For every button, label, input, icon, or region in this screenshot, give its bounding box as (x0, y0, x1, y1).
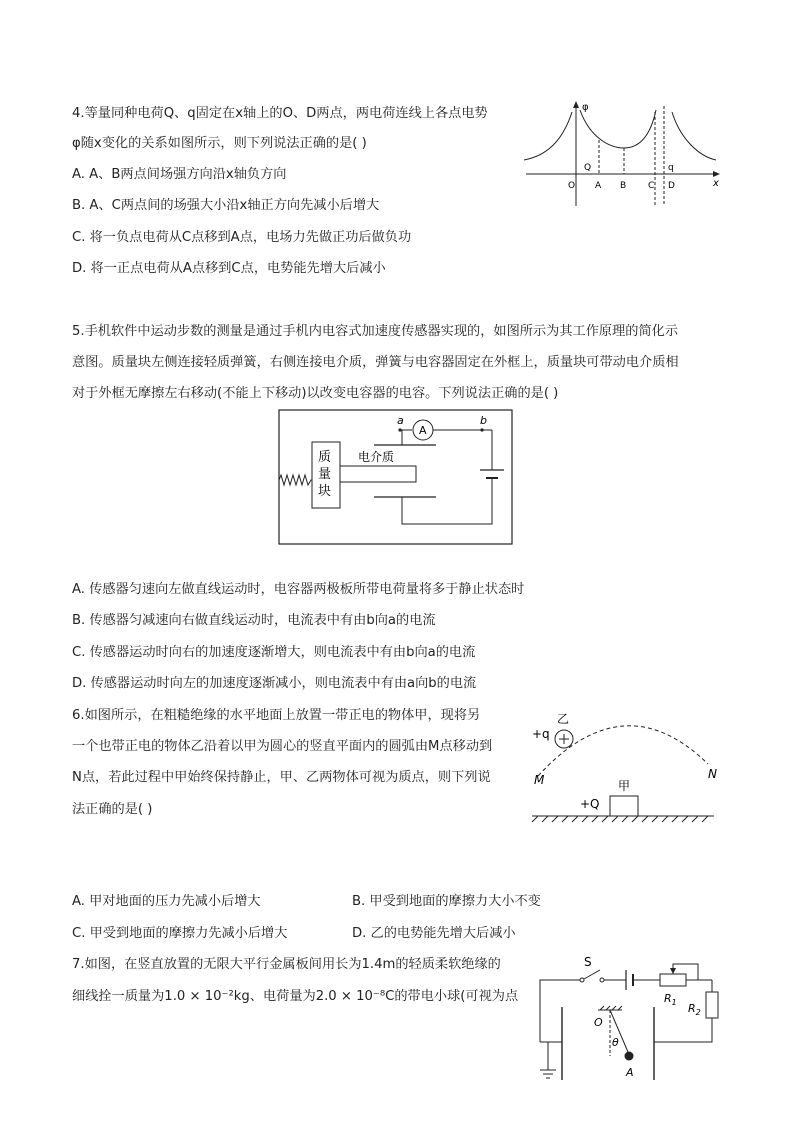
q5-label-a: a (397, 414, 404, 427)
q6-stem-line-4: 法正确的是( ) (72, 802, 153, 817)
q4-stem-line-2: φ随x变化的关系如图所示，则下列说法正确的是( ) (72, 136, 367, 151)
q4-option-d: D. 将一正点电荷从A点移到C点，电势能先增大后减小 (72, 261, 386, 276)
q7-label-A: A (626, 1066, 634, 1079)
q6-label-N: N (708, 767, 717, 781)
q5-option-d: D. 传感器运动时向左的加速度逐渐减小，则电流表中有由a向b的电流 (72, 676, 477, 691)
q7-label-theta: θ (612, 1036, 619, 1049)
q4-tick-A: A (595, 181, 602, 191)
q5-option-a: A. 传感器匀速向左做直线运动时，电容器两极板所带电荷量将多于静止状态时 (72, 582, 525, 597)
q6-option-d: D. 乙的电势能先增大后减小 (352, 926, 516, 941)
q7-label-O: O (594, 1016, 603, 1029)
q7-label-S: S (584, 955, 592, 969)
q4-stem-line-1: 4.等量同种电荷Q、q固定在x轴上的O、D两点，两电荷连线上各点电势 (72, 106, 488, 121)
q4-tick-D: D (668, 181, 675, 191)
q7-resistor-R2 (706, 992, 718, 1018)
q4-tick-B: B (620, 181, 627, 191)
q6-stem-line-2: 一个也带正电的物体乙沿着以甲为圆心的竖直平面内的圆弧由M点移动到 (72, 739, 493, 754)
q7-label-R2 (688, 1002, 701, 1017)
q4-tick-C: C (648, 181, 655, 191)
q4-option-c: C. 将一负点电荷从C点移到A点，电场力先做正功后做负功 (72, 230, 412, 245)
q5-ammeter-label: A (419, 424, 427, 437)
q6-stem-line-1: 6.如图所示，在粗糙绝缘的水平地面上放置一带正电的物体甲，现将另 (72, 708, 481, 723)
q6-option-c: C. 甲受到地面的摩擦力先减小后增大 (72, 926, 288, 941)
q7-R2-sub: 2 (695, 1008, 701, 1017)
q4-option-b: B. A、C两点间的场强大小沿x轴正方向先减小后增大 (72, 198, 380, 213)
q4-charge-q: q (668, 163, 674, 173)
q4-axis-x: x (713, 178, 719, 189)
q6-label-plus-Q: +Q (580, 797, 600, 811)
q5-label-b: b (480, 414, 487, 427)
q6-option-b: B. 甲受到地面的摩擦力大小不变 (352, 894, 541, 909)
q7-circuit-diagram (532, 952, 728, 1086)
q5-mass-char-2: 量 (318, 467, 332, 482)
q4-charge-Q: Q (584, 163, 592, 173)
q7-R2-letter: R (688, 1002, 696, 1015)
q6-label-M: M (534, 773, 545, 787)
q4-potential-graph (520, 98, 730, 210)
q6-diagram (528, 712, 728, 824)
q4-option-a: A. A、B两点间场强方向沿x轴负方向 (72, 167, 287, 182)
q5-option-b: B. 传感器匀减速向右做直线运动时，电流表中有由b向a的电流 (72, 613, 436, 628)
q7-R1-sub: 1 (671, 998, 677, 1007)
q5-stem-line-2: 意图。质量块左侧连接轻质弹簧，右侧连接电介质，弹簧与电容器固定在外框上，质量块可带动电介质相 (72, 355, 679, 370)
q7-label-R1 (664, 992, 677, 1007)
q5-dielectric (340, 466, 416, 482)
q6-option-a: A. 甲对地面的压力先减小后增大 (72, 894, 261, 909)
q7-ball-A (625, 1052, 634, 1061)
q4-tick-O: O (568, 181, 576, 191)
q7-R1-letter: R (664, 992, 672, 1005)
q5-dielectric-label: 电介质 (358, 450, 395, 464)
q5-mass-char-3: 块 (318, 484, 332, 499)
q7-stem-line-1: 7.如图，在竖直放置的无限大平行金属板间用长为1.4m的轻质柔软绝缘的 (72, 957, 501, 972)
q7-stem-line-2: 细线拴一质量为1.0 × 10⁻²kg、电荷量为2.0 × 10⁻⁸C的带电小球(可视为点 (72, 989, 519, 1004)
q5-mass-char-1: 质 (318, 450, 332, 465)
q6-label-jia: 甲 (618, 779, 631, 793)
q6-label-plus-q: +q (532, 727, 550, 741)
q5-spring (279, 475, 314, 485)
q5-option-c: C. 传感器运动时向右的加速度逐渐增大，则电流表中有由b向a的电流 (72, 645, 476, 660)
q4-axis-phi: φ (582, 102, 589, 113)
q6-label-yi: 乙 (557, 712, 570, 726)
q6-block-jia (610, 796, 638, 816)
q6-stem-line-3: N点，若此过程中甲始终保持静止，甲、乙两物体可视为质点，则下列说 (72, 770, 491, 785)
q5-sensor-diagram (276, 408, 516, 548)
q5-stem-line-1: 5.手机软件中运动步数的测量是通过手机内电容式加速度传感器实现的，如图所示为其工作原理的简化示 (72, 324, 679, 339)
q7-resistor-R1 (660, 974, 686, 986)
q5-stem-line-3: 对于外框无摩擦左右移动(不能上下移动)以改变电容器的电容。下列说法正确的是( ) (72, 386, 559, 401)
